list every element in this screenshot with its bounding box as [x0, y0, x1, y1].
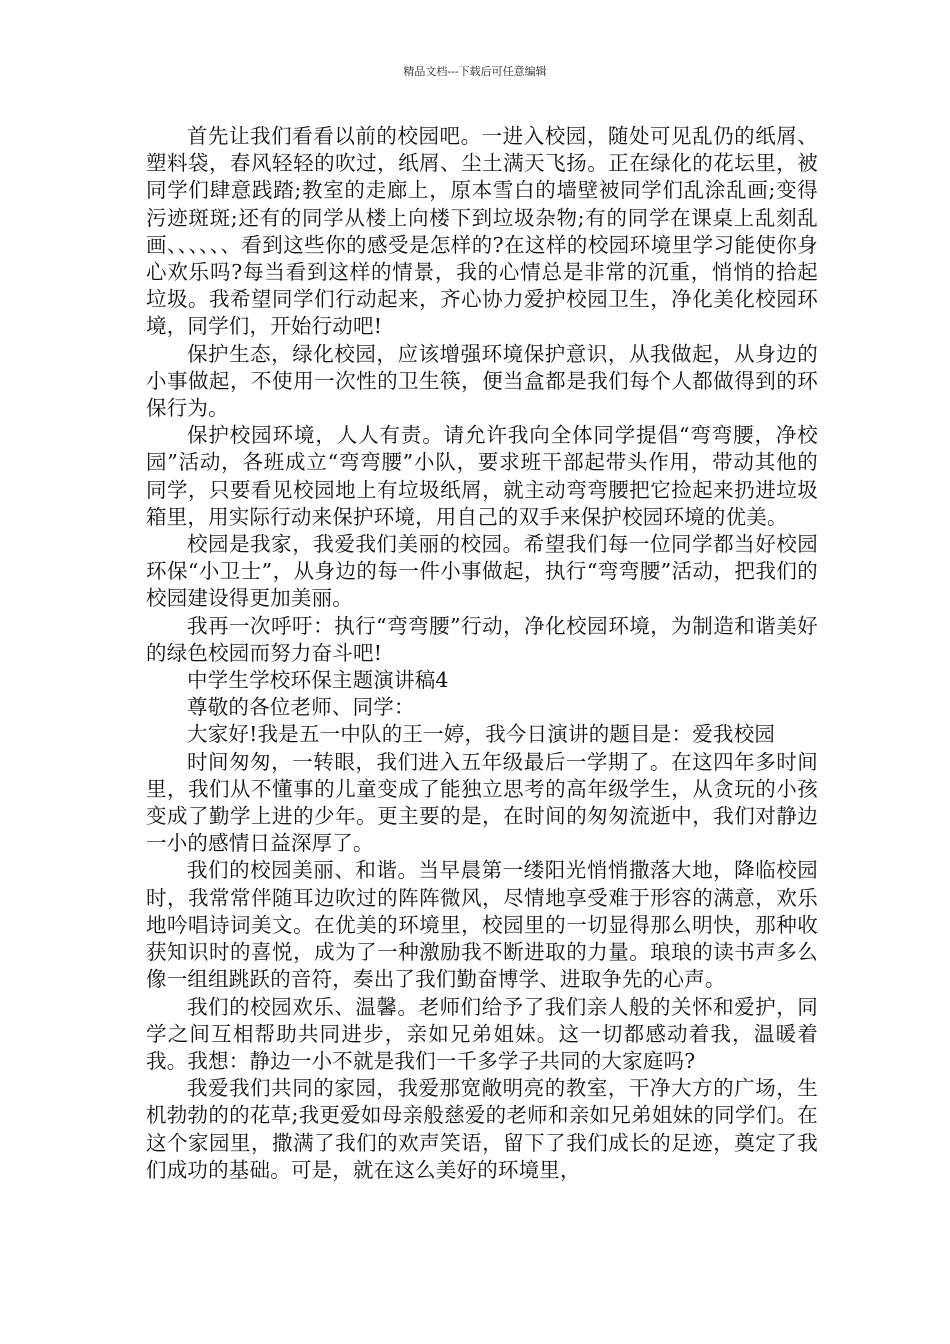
paragraph: 校园是我家，我爱我们美丽的校园。希望我们每一位同学都当好校园环保“小卫士”，从身边的每一件小事做起，执行“弯弯腰”活动，把我们的校园建设得更加美丽。 [146, 532, 818, 611]
paragraph: 大家好!我是五一中队的王一婷，我今日演讲的题目是：爱我校园 [187, 722, 776, 747]
section-title: 中学生学校环保主题演讲稿4 [187, 668, 449, 693]
paragraph: 首先让我们看看以前的校园吧。一进入校园，随处可见乱仍的纸屑、塑料袋，春风轻轻的吹过，纸屑、尘土满天飞扬。正在绿化的花坛里，被同学们肆意践踏;教室的走廊上，原本雪白的墙壁被同学们乱涂乱画;变得污迹斑斑;还有的同学从楼上向楼下到垃圾杂物;有的同学在课桌上乱刻乱画、、、、、、看到这些你的感受是怎样的?在这样的校园环境里学习能使你身心欢乐吗?每当看到这样的情景，我的心情总是非常的沉重，悄悄的拾起垃圾。我希望同学们行动起来，齐心协力爱护校园卫生，净化美化校园环境，同学们，开始行动吧! [146, 124, 818, 339]
paragraph: 我爱我们共同的家园，我爱那宽敞明亮的教室，干净大方的广场，生机勃勃的的花草;我更爱如母亲般慈爱的老师和亲如兄弟姐妹的同学们。在这个家园里，撒满了我们的欢声笑语，留下了我们成长的足迹，奠定了我们成功的基础。可是，就在这么美好的环境里， [146, 1076, 818, 1182]
document-body [146, 123, 818, 1184]
paragraph: 我们的校园欢乐、温馨。老师们给予了我们亲人般的关怀和爱护，同学之间互相帮助共同进步，亲如兄弟姐妹。这一切都感动着我，温暖着我。我想：静边一小不就是我们一千多学子共同的大家庭吗? [146, 994, 818, 1073]
paragraph: 我们的校园美丽、和谐。当早晨第一缕阳光悄悄撒落大地，降临校园时，我常常伴随耳边吹过的阵阵微风，尽情地享受难于形容的满意，欢乐地吟唱诗词美文。在优美的环境里，校园里的一切显得那么明快，那种收获知识时的喜悦，成为了一种激励我不断进取的力量。琅琅的读书声多么像一组组跳跃的音符，奏出了我们勤奋博学、进取争先的心声。 [146, 858, 818, 992]
paragraph: 保护校园环境，人人有责。请允许我向全体同学提倡“弯弯腰，净校园”活动，各班成立“弯弯腰”小队，要求班干部起带头作用，带动其他的同学，只要看见校园地上有垃圾纸屑，就主动弯弯腰把它捡起来扔进垃圾箱里，用实际行动来保护环境，用自己的双手来保护校园环境的优美。 [146, 423, 818, 529]
paragraph: 我再一次呼吁：执行“弯弯腰”行动，净化校园环境，为制造和谐美好的绿色校园而努力奋斗吧! [146, 613, 818, 665]
paragraph: 时间匆匆，一转眼，我们进入五年级最后一学期了。在这四年多时间里，我们从不懂事的儿童变成了能独立思考的高年级学生，从贪玩的小孩变成了勤学上进的少年。更主要的是，在时间的匆匆流逝中，我们对静边一小的感情日益深厚了。 [146, 749, 818, 856]
page-header: 精品文档---下载后可任意编辑 [403, 65, 547, 78]
paragraph: 保护生态，绿化校园，应该增强环境保护意识，从我做起，从身边的小事做起，不使用一次性的卫生筷，便当盒都是我们每个人都做得到的环保行为。 [146, 341, 818, 421]
salutation: 尊敬的各位老师、同学： [187, 695, 415, 720]
